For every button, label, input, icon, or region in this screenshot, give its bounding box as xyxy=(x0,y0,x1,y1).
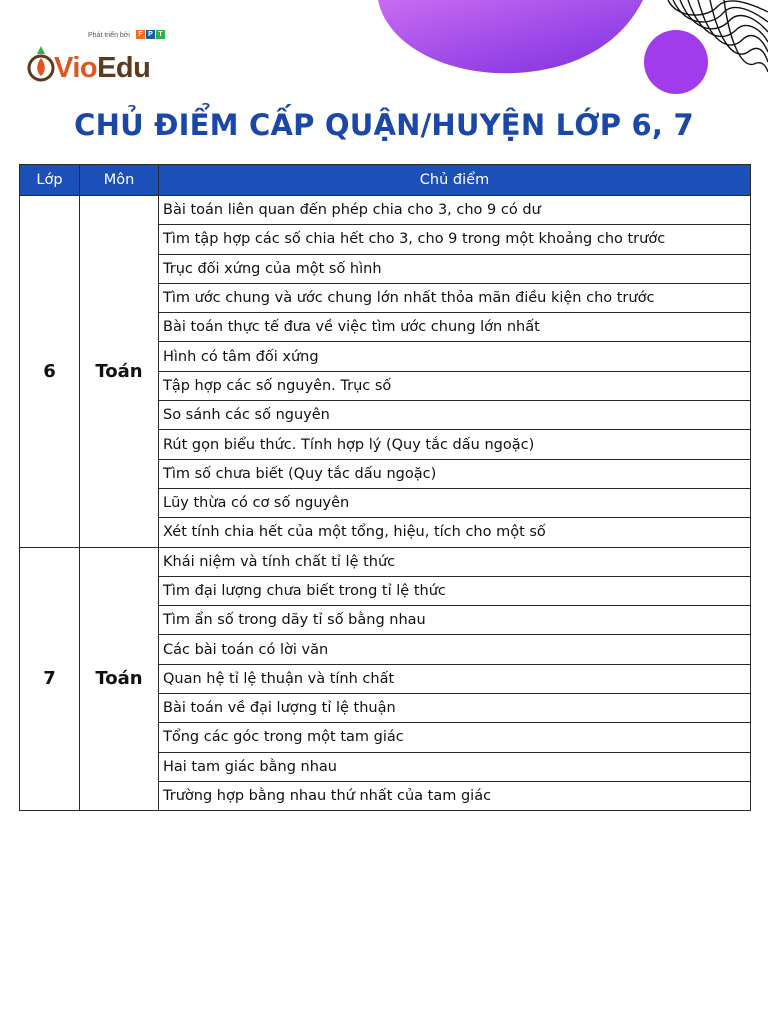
brand-name xyxy=(54,52,150,85)
topic-cell: Tìm số chưa biết (Quy tắc dấu ngoặc) xyxy=(159,459,751,488)
vioedu-logo xyxy=(26,28,186,98)
topic-cell: So sánh các số nguyên xyxy=(159,401,751,430)
fpt-logo xyxy=(136,30,165,39)
fpt-letter: P xyxy=(146,30,155,39)
fpt-letter: F xyxy=(136,30,145,39)
topic-cell: Hình có tâm đối xứng xyxy=(159,342,751,371)
topic-cell: Các bài toán có lời văn xyxy=(159,635,751,664)
topic-cell: Trường hợp bằng nhau thứ nhất của tam giác xyxy=(159,781,751,810)
subject-cell: Toán xyxy=(80,547,159,811)
topic-cell: Tìm tập hợp các số chia hết cho 3, cho 9 trong một khoảng cho trước xyxy=(159,225,751,254)
fpt-letter: T xyxy=(156,30,165,39)
topic-cell: Tìm ẩn số trong dãy tỉ số bằng nhau xyxy=(159,606,751,635)
topic-cell: Tổng các góc trong một tam giác xyxy=(159,723,751,752)
topic-cell: Tìm đại lượng chưa biết trong tỉ lệ thức xyxy=(159,576,751,605)
topic-cell: Tập hợp các số nguyên. Trục số xyxy=(159,371,751,400)
topic-cell: Bài toán liên quan đến phép chia cho 3, cho 9 có dư xyxy=(159,196,751,225)
brand-vio: Vio xyxy=(54,52,98,84)
topic-cell: Bài toán về đại lượng tỉ lệ thuận xyxy=(159,694,751,723)
decorative-shapes xyxy=(368,0,768,110)
topic-cell: Xét tính chia hết của một tổng, hiệu, tích cho một số xyxy=(159,518,751,547)
table-row xyxy=(20,547,751,576)
grade-cell: 7 xyxy=(20,547,80,811)
topic-cell: Trục đối xứng của một số hình xyxy=(159,254,751,283)
brand-edu: Edu xyxy=(97,52,151,84)
table-header-row xyxy=(20,165,751,196)
topics-table xyxy=(19,164,751,811)
logo-subtitle: Phát triển bởi xyxy=(88,32,130,39)
topic-cell: Rút gọn biểu thức. Tính hợp lý (Quy tắc dấu ngoặc) xyxy=(159,430,751,459)
table-body xyxy=(20,196,751,811)
topic-cell: Hai tam giác bằng nhau xyxy=(159,752,751,781)
grade-cell: 6 xyxy=(20,196,80,548)
table-row xyxy=(20,196,751,225)
topic-cell: Tìm ước chung và ước chung lớn nhất thỏa mãn điều kiện cho trước xyxy=(159,283,751,312)
subject-cell: Toán xyxy=(80,196,159,548)
topic-cell: Khái niệm và tính chất tỉ lệ thức xyxy=(159,547,751,576)
topic-cell: Bài toán thực tế đưa về việc tìm ước chung lớn nhất xyxy=(159,313,751,342)
header-grade: Lớp xyxy=(20,165,80,196)
header-topic: Chủ điểm xyxy=(159,165,751,196)
page-title: CHỦ ĐIỂM CẤP QUẬN/HUYỆN LỚP 6, 7 xyxy=(74,108,694,142)
topic-cell: Quan hệ tỉ lệ thuận và tính chất xyxy=(159,664,751,693)
drop-icon xyxy=(26,44,56,84)
topic-cell: Lũy thừa có cơ số nguyên xyxy=(159,488,751,517)
header-subject: Môn xyxy=(80,165,159,196)
